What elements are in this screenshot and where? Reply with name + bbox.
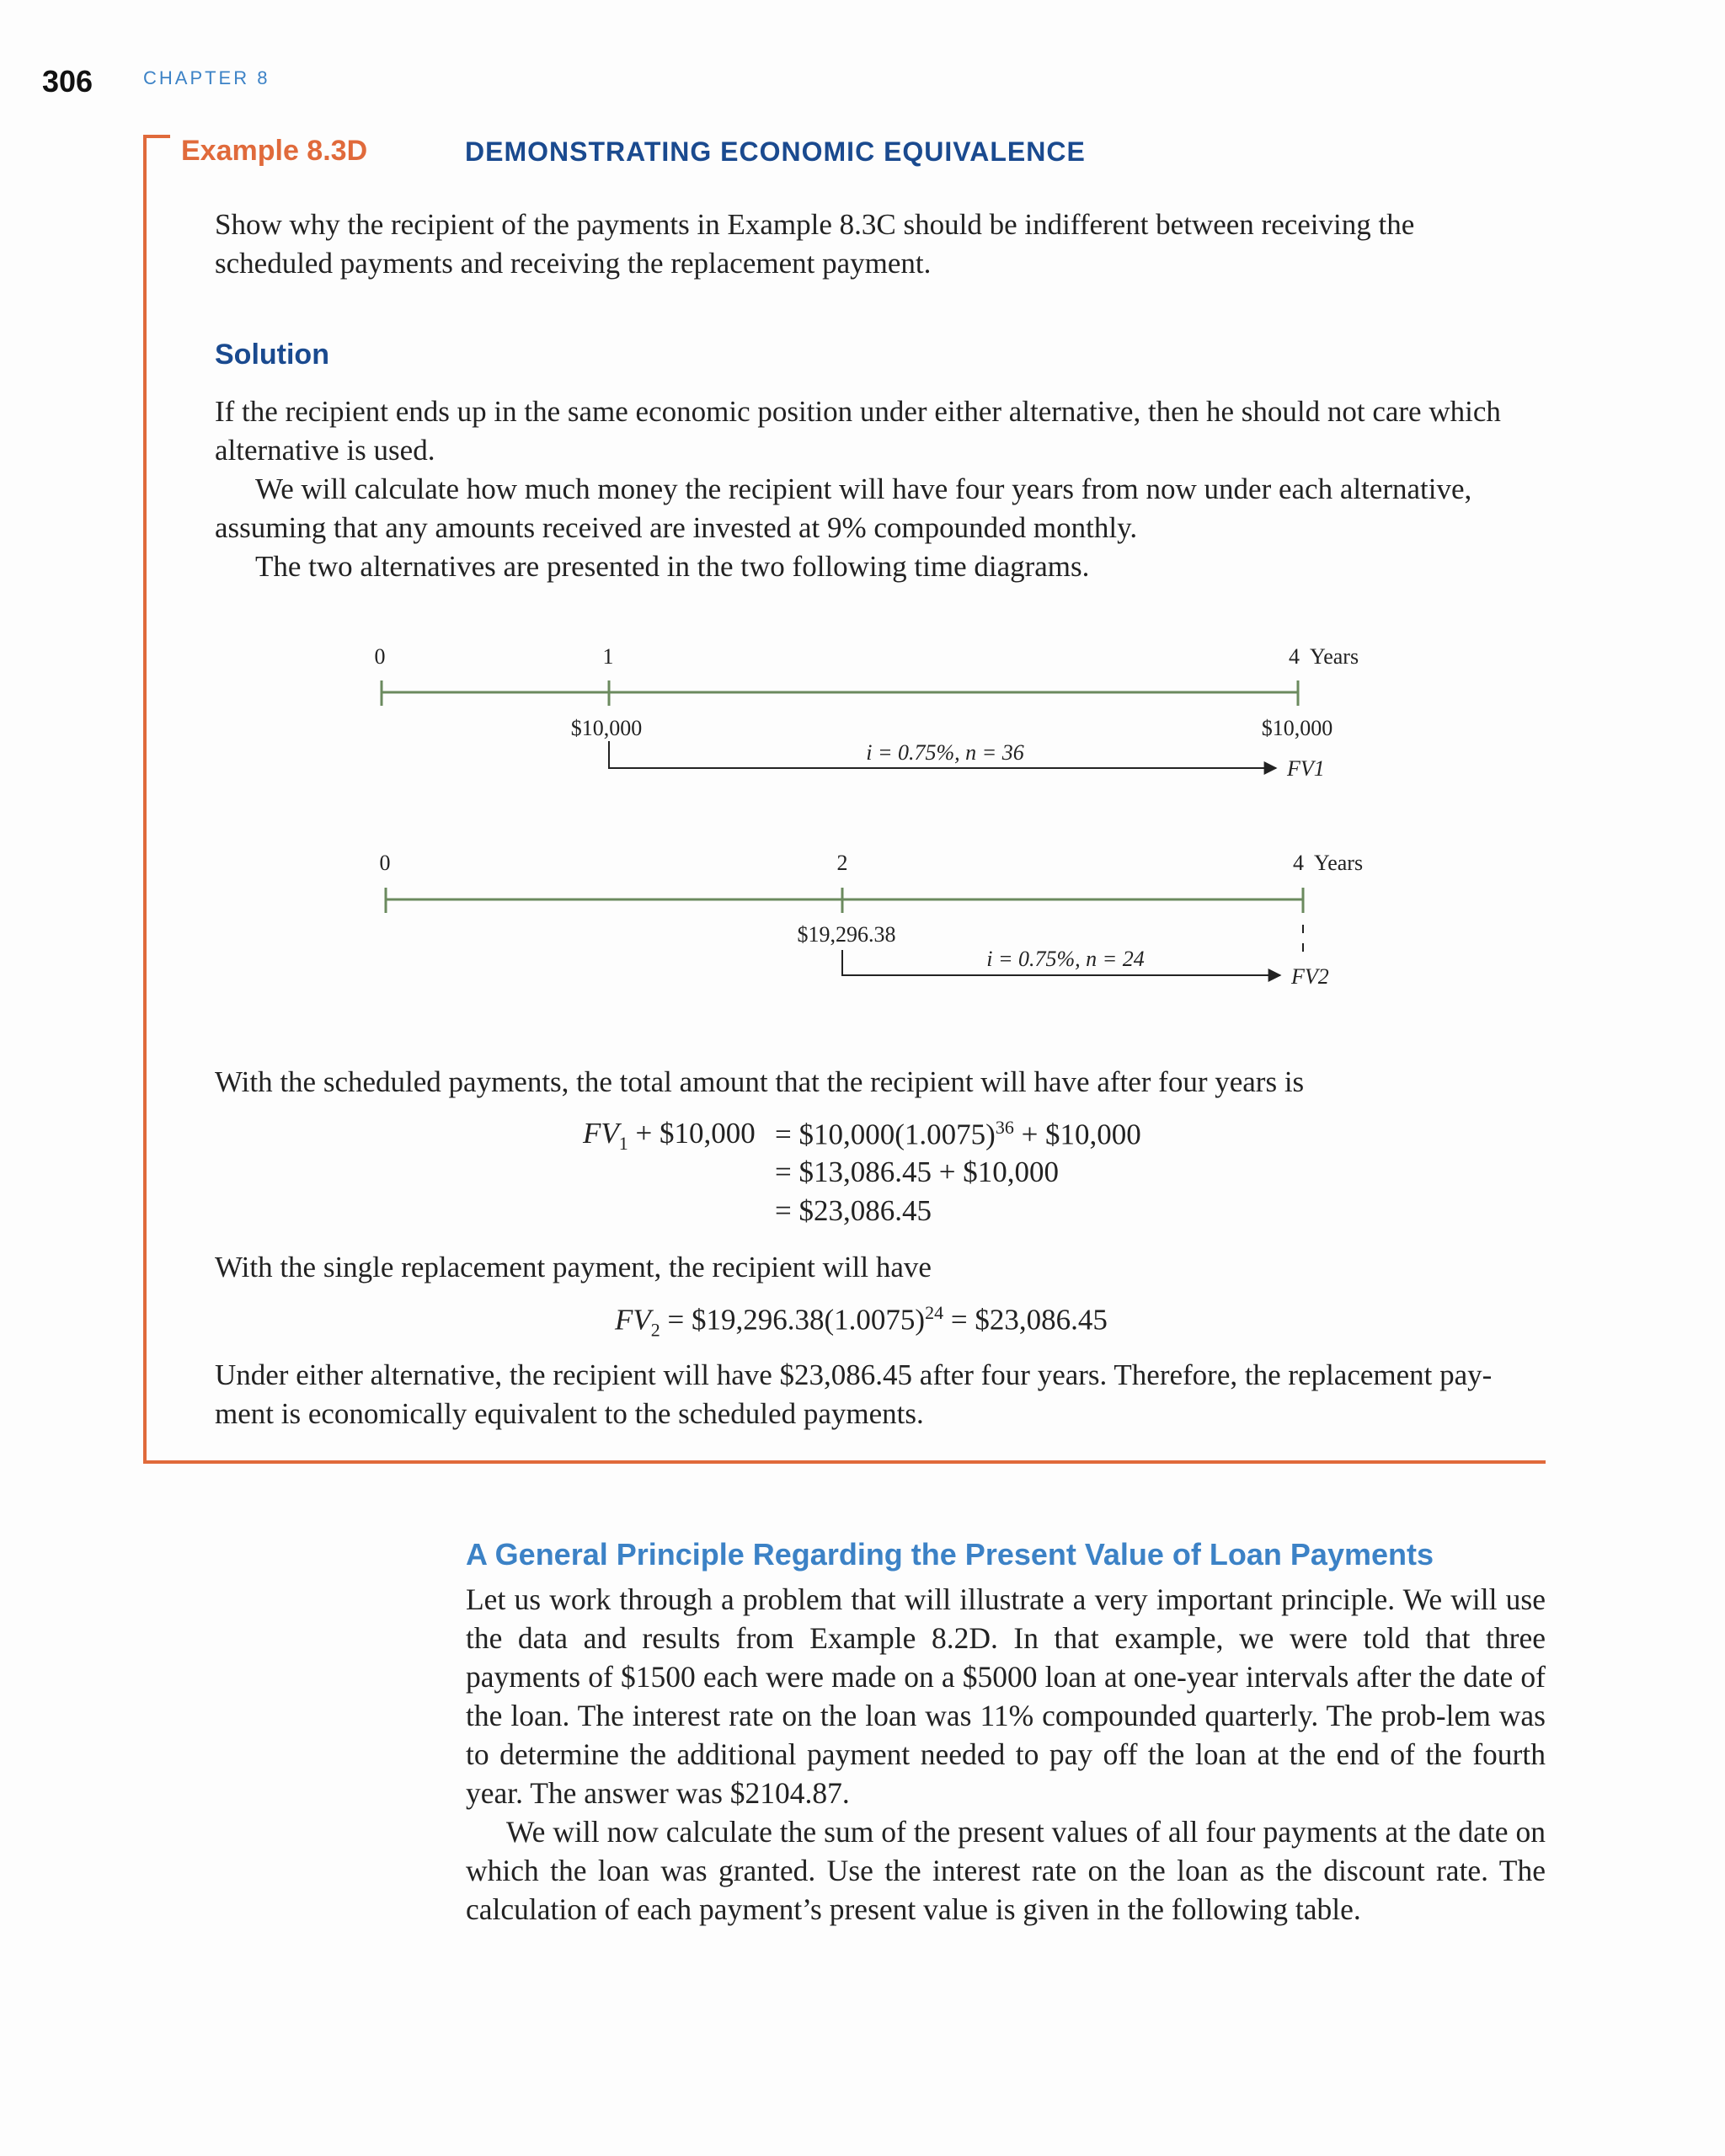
diagram2-tick-2: 2 bbox=[836, 851, 848, 875]
equation-1-lhs: $FV_1$ + $10,000 bbox=[583, 1117, 756, 1154]
diagram2-tick-0: 0 bbox=[379, 851, 391, 875]
replacement-intro: With the single replacement payment, the recipient will have bbox=[215, 1251, 932, 1283]
diagram1-tick-1: 1 bbox=[602, 644, 614, 669]
equation-1-line-1-tail: + $10,000 bbox=[1021, 1118, 1141, 1151]
example-rule-top bbox=[145, 135, 170, 138]
equation-1-exponent: 36 bbox=[995, 1117, 1014, 1138]
equation-2-tail: = $23,086.45 bbox=[950, 1303, 1108, 1337]
example-rule-bottom bbox=[143, 1460, 1546, 1464]
equation-1-line-1 bbox=[775, 1117, 1141, 1152]
equation-1-line-3: = $23,086.45 bbox=[775, 1194, 932, 1227]
equation-2: $FV_2$ = $\$19,296.38(1.0075)^{24}$ = $23,086.45 bbox=[615, 1302, 1108, 1341]
diagram1-tick-0: 0 bbox=[374, 644, 386, 669]
conclusion-paragraph: Under either alternative, the recipient will have $23,086.45 after four years. Therefore, the replacement pay-ment is economically equivalent to the scheduled payments. bbox=[215, 1358, 1493, 1430]
time-diagram-1 bbox=[375, 644, 1359, 781]
solution-paragraph-2: We will calculate how much money the recipient will have four years from now under each alternative, assuming that any amounts received are invested at 9% compounded monthly. bbox=[215, 472, 1472, 544]
diagram1-payment-end: $10,000 bbox=[1261, 716, 1333, 740]
example-label: Example 8.3D bbox=[181, 135, 368, 167]
section-heading: A General Principle Regarding the Present Value of Loan Payments bbox=[466, 1537, 1434, 1572]
section-paragraph-1: Let us work through a problem that will illustrate a very important principle. We will use the data and results from Example 8.2D. In that example, we were told that three payments of $1500 each were made on a $5000 loan at one-year intervals after the date of the loan. The interest rate on the loan was 11% compounded quarterly. The prob-lem was to determine the additional payment needed to pay off the loan at the end of the fourth year. The answer was $2104.87. bbox=[466, 1582, 1546, 1810]
solution-paragraph-1: If the recipient ends up in the same economic position under either alternative, then he should not care which alternative is used. bbox=[215, 395, 1501, 467]
time-diagram-2 bbox=[380, 851, 1364, 989]
diagram2-fv-label: FV2 bbox=[1291, 964, 1329, 989]
diagram1-rate-label: i = 0.75%, n = 36 bbox=[866, 740, 1024, 765]
diagram1-tick-end: 4 Years bbox=[1289, 644, 1359, 669]
solution-heading: Solution bbox=[215, 339, 329, 371]
diagram2-rate-label: i = 0.75%, n = 24 bbox=[986, 947, 1145, 971]
diagram1-payment-mid: $10,000 bbox=[570, 716, 643, 740]
solution-paragraph-3: The two alternatives are presented in the two following time diagrams. bbox=[255, 550, 1090, 583]
example-title: DEMONSTRATING ECONOMIC EQUIVALENCE bbox=[465, 136, 1086, 167]
diagram2-payment-mid: $19,296.38 bbox=[797, 922, 896, 947]
page-number: 306 bbox=[42, 64, 93, 99]
diagram1-fv-label: FV1 bbox=[1287, 756, 1325, 781]
diagram2-tick-end: 4 Years bbox=[1293, 851, 1364, 875]
time-diagrams bbox=[0, 623, 1725, 1011]
scheduled-intro: With the scheduled payments, the total amount that the recipient will have after four years is bbox=[215, 1065, 1305, 1098]
equation-1-line-1-main: = $10,000(1.0075) bbox=[775, 1118, 996, 1151]
example-question: Show why the recipient of the payments in Example 8.3C should be indifferent between receiving the scheduled payments and receiving the replacement payment. bbox=[215, 208, 1415, 280]
equation-1-line-2: = $13,086.45 + $10,000 bbox=[775, 1155, 1059, 1188]
equation-2-exponent: 24 bbox=[925, 1302, 944, 1323]
chapter-label: CHAPTER 8 bbox=[143, 67, 270, 88]
equation-2-main: = $19,296.38(1.0075) bbox=[667, 1303, 926, 1337]
equation-1-lhs-tail: + $10,000 bbox=[635, 1117, 756, 1150]
section-paragraph-2: We will now calculate the sum of the present values of all four payments at the date on which the loan was granted. Use the interest rate on the loan as the discount rate. The calculation of each payment’s present value is given in the following table. bbox=[466, 1815, 1546, 1926]
